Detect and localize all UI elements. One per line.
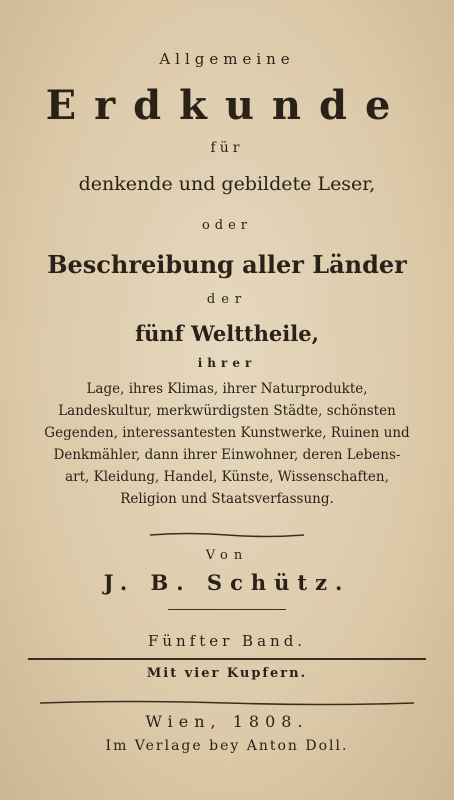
by-line: Von	[205, 548, 249, 563]
description-block	[30, 378, 424, 510]
description-line: Religion und Staatsverfassung.	[120, 491, 334, 507]
divider-rule	[28, 658, 426, 660]
imprint-publisher: Im Verlage bey Anton Doll.	[105, 738, 349, 754]
description-line: Denkmähler, dann ihrer Einwohner, deren Lebens-	[53, 447, 401, 463]
description-line: art, Kleidung, Handel, Künste, Wissenschaften,	[65, 469, 389, 485]
divider-rule	[168, 609, 286, 610]
imprint-place-year: Wien, 1808.	[145, 712, 309, 731]
ornamental-rule	[40, 700, 414, 706]
subtitle-denkende: denkende und gebildete Leser,	[78, 173, 376, 195]
title-erdkunde: Erdkunde	[45, 82, 409, 129]
ornamental-rule	[150, 532, 304, 538]
title-beschreibung: Beschreibung aller Länder	[47, 250, 407, 279]
author-name: J. B. Schütz.	[103, 570, 351, 595]
title-ihrer: ihrer	[197, 356, 257, 370]
plates-note: Mit vier Kupfern.	[146, 666, 308, 681]
title-der: der	[206, 292, 248, 307]
description-line: Lage, ihres Klimas, ihrer Naturprodukte,	[86, 381, 368, 397]
description-line: Landeskultur, merkwürdigsten Städte, schönsten	[58, 403, 396, 419]
title-funf-welttheile: fünf Welttheile,	[135, 321, 319, 346]
description-line: Gegenden, interessantesten Kunstwerke, Ruinen und	[44, 425, 410, 441]
volume-label: Fünfter Band.	[147, 632, 307, 650]
title-fur: für	[210, 140, 244, 156]
title-allgemeine: Allgemeine	[159, 50, 295, 68]
title-oder: oder	[201, 218, 253, 233]
